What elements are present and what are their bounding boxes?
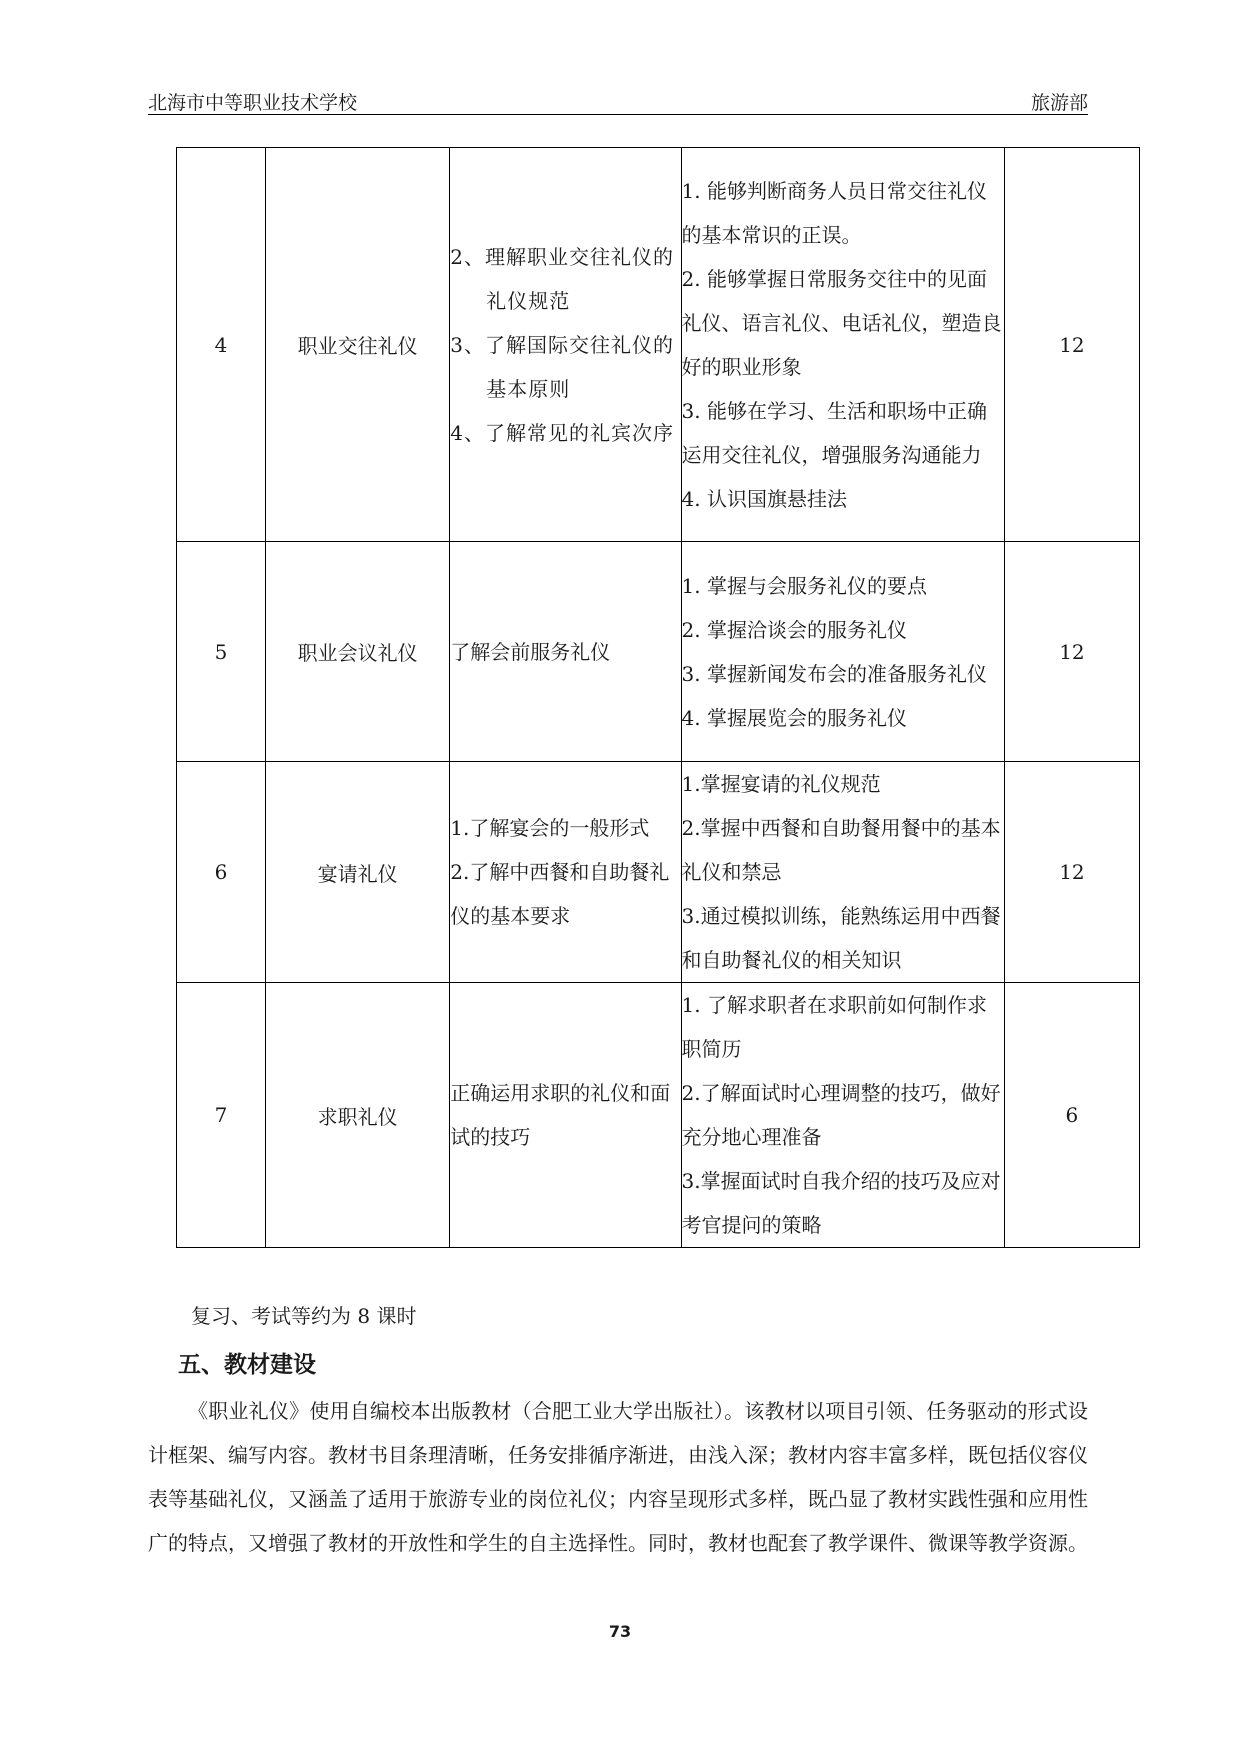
class-hours: 12: [1004, 148, 1139, 542]
module-requirements: [681, 983, 1004, 1248]
section-paragraph: 《职业礼仪》使用自编校本出版教材（合肥工业大学出版社）。该教材以项目引领、任务驱动的形式设计框架、编写内容。教材书目条理清晰，任务安排循序渐进，由浅入深；教材内容丰富多样，既包括仪容仪表等基础礼仪，又涵盖了适用于旅游专业的岗位礼仪；内容呈现形式多样，既凸显了教材实践性强和应用性广的特点，又增强了教材的开放性和学生的自主选择性。同时，教材也配套了教学课件、微课等教学资源。: [148, 1399, 1088, 1555]
table-row: [177, 148, 1140, 542]
requirement-item: 3.通过模拟训练，能熟练运用中西餐和自助餐礼仪的相关知识: [681, 904, 1001, 972]
section-heading: 五、教材建设: [178, 1352, 316, 1378]
module-goals: [450, 542, 681, 762]
goal-item: 3、了解国际交往礼仪的基本原则: [450, 332, 674, 401]
requirement-item: 2. 掌握洽谈会的服务礼仪: [681, 617, 907, 642]
row-number: 7: [177, 983, 266, 1248]
module-name: 职业会议礼仪: [266, 542, 450, 762]
class-hours: 6: [1004, 983, 1139, 1248]
requirement-item: 3. 能够在学习、生活和职场中正确运用交往礼仪，增强服务沟通能力: [681, 398, 987, 467]
module-name: 求职礼仪: [266, 983, 450, 1248]
page-number: 73: [608, 1622, 632, 1641]
module-goals: [450, 148, 681, 542]
goal-item: 了解会前服务礼仪: [450, 639, 611, 664]
course-table: [176, 147, 1140, 1248]
row-number: 4: [177, 148, 266, 542]
class-hours: 12: [1004, 542, 1139, 762]
department-name: 旅游部: [1030, 92, 1088, 114]
table-row: [177, 762, 1140, 983]
requirement-item: 3. 掌握新闻发布会的准备服务礼仪: [681, 661, 987, 686]
class-hours: 12: [1004, 762, 1139, 983]
requirement-item: 1. 了解求职者在求职前如何制作求职简历: [681, 993, 987, 1061]
page-header: [148, 84, 1088, 115]
review-note: 复习、考试等约为 8 课时: [191, 1304, 417, 1328]
goal-item: 正确运用求职的礼仪和面试的技巧: [450, 1081, 671, 1149]
requirement-item: 2. 能够掌握日常服务交往中的见面礼仪、语言礼仪、电话礼仪，塑造良好的职业形象: [681, 266, 1002, 379]
requirement-item: 1.掌握宴请的礼仪规范: [681, 772, 881, 796]
requirement-item: 4. 掌握展览会的服务礼仪: [681, 705, 907, 730]
requirement-item: 1. 能够判断商务人员日常交往礼仪的基本常识的正误。: [681, 178, 987, 247]
goal-item: 4、了解常见的礼宾次序: [450, 420, 674, 445]
requirement-item: 3.掌握面试时自我介绍的技巧及应对考官提问的策略: [681, 1169, 1001, 1237]
module-name: 宴请礼仪: [266, 762, 450, 983]
goal-item: 2.了解中西餐和自助餐礼仪的基本要求: [450, 860, 670, 928]
table-row: [177, 542, 1140, 762]
row-number: 6: [177, 762, 266, 983]
module-requirements: [681, 542, 1004, 762]
goal-item: 2、理解职业交往礼仪的礼仪规范: [450, 244, 674, 313]
requirement-item: 2.掌握中西餐和自助餐用餐中的基本礼仪和禁忌: [681, 816, 1001, 884]
requirement-item: 4. 认识国旗悬挂法: [681, 486, 847, 511]
goal-item: 1.了解宴会的一般形式: [450, 816, 650, 840]
row-number: 5: [177, 542, 266, 762]
requirement-item: 2.了解面试时心理调整的技巧，做好充分地心理准备: [681, 1081, 1001, 1149]
module-requirements: [681, 148, 1004, 542]
module-name: 职业交往礼仪: [266, 148, 450, 542]
module-goals: [450, 983, 681, 1248]
school-name: 北海市中等职业技术学校: [148, 92, 358, 114]
table-row: [177, 983, 1140, 1248]
module-goals: [450, 762, 681, 983]
module-requirements: [681, 762, 1004, 983]
requirement-item: 1. 掌握与会服务礼仪的要点: [681, 573, 927, 598]
